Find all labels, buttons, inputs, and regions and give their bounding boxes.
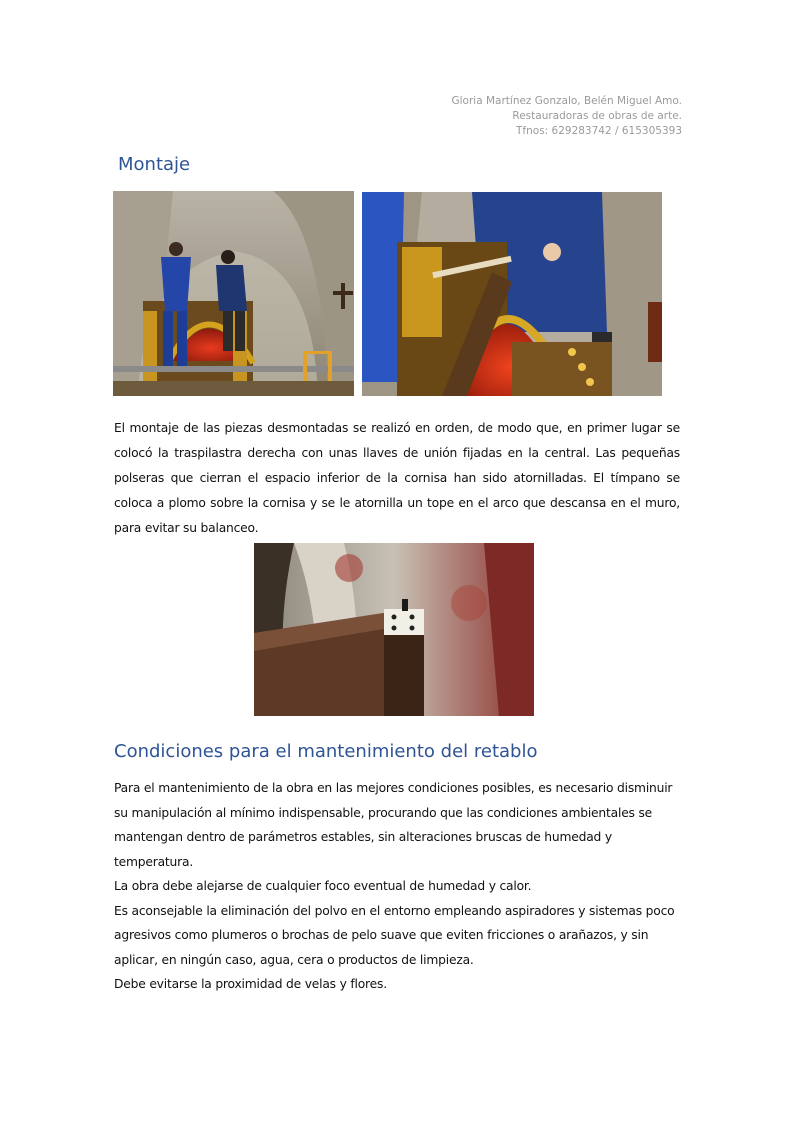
section-title-montaje: Montaje: [118, 154, 191, 175]
mantenimiento-line: La obra debe alejarse de cualquier foco eventual de humedad y calor.: [114, 879, 532, 893]
mantenimiento-line: Debe evitarse la proximidad de velas y flores.: [114, 977, 387, 991]
photo-arch-stop: [254, 543, 534, 716]
page-header: [451, 94, 682, 139]
header-phones: Tfnos: 629283742 / 615305393: [516, 125, 682, 137]
photo-workers-mounting: [113, 191, 354, 396]
photo-arch-closeup: [362, 192, 662, 396]
header-profession: Restauradoras de obras de arte.: [512, 110, 682, 122]
mantenimiento-line: Es aconsejable la eliminación del polvo en el entorno empleando aspiradores y sistemas poco agresivos como plumeros o brochas de pelo suave que eviten fricciones o arañazos, y sin aplicar, en ningún caso, agua, cera o productos de limpieza.: [114, 903, 675, 967]
section-title-mantenimiento: Condiciones para el mantenimiento del retablo: [114, 741, 538, 762]
mantenimiento-line: Para el mantenimiento de la obra en las mejores condiciones posibles, es necesario disminuir su manipulación al mínimo indispensable, procurando que las condiciones ambientales se mantengan dentro de parámetros estables, sin alteraciones bruscas de humedad y temperatura.: [114, 781, 673, 869]
header-authors: Gloria Martínez Gonzalo, Belén Miguel Amo.: [451, 95, 682, 107]
mantenimiento-paragraphs: [114, 776, 680, 997]
montaje-paragraph: El montaje de las piezas desmontadas se realizó en orden, de modo que, en primer lugar se colocó la traspilastra derecha con unas llaves de unión fijadas en la central. Las pequeñas polseras que cierran el espacio inferior de la cornisa han sido atornilladas. El tímpano se coloca a plomo sobre la cornisa y se le atornilla un tope en el arco que descansa en el muro, para evitar su balanceo.: [114, 421, 680, 535]
